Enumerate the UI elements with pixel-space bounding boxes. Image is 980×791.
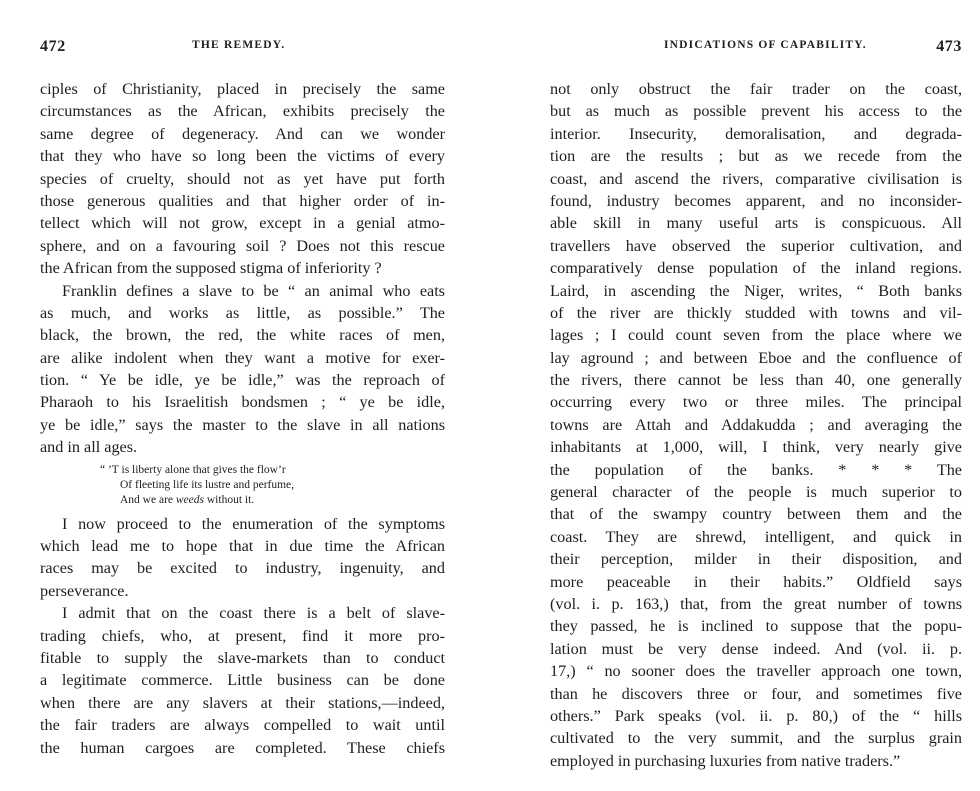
text-line: but as much as possible prevent his access to the [550, 102, 962, 121]
right-page-header [550, 38, 962, 58]
text-line: comparatively dense population of the inland regions. [550, 259, 962, 278]
text-line: ciples of Christianity, placed in precisely the same [40, 80, 445, 98]
text-line: I admit that on the coast there is a belt of slave- [62, 604, 445, 623]
text-line: ye be idle,” says the master to the slave in all nations [40, 415, 445, 434]
verse-quote [40, 463, 445, 508]
page-number: 473 [936, 38, 962, 55]
text-line: tion. “ Ye be idle, ye be idle,” was the reproach of [40, 371, 445, 390]
text-line: that of the swampy country between them and the [550, 505, 962, 524]
paragraph [40, 513, 445, 603]
text-line: that they who have so long been the victims of every [40, 147, 445, 166]
text-line: (vol. i. p. 163,) that, from the great number of towns [550, 594, 962, 613]
text-line: Laird, in ascending the Niger, writes, “ Both banks [550, 281, 962, 300]
text-line: employed in purchasing luxuries from native traders.” [550, 751, 901, 770]
text-line: sphere, and on a favouring soil ? Does not this rescue [40, 236, 445, 255]
page-number: 472 [40, 38, 66, 55]
quote-text: And we are [120, 493, 176, 506]
text-line: Franklin defines a slave to be “ an animal who eats [62, 281, 445, 300]
paragraph [40, 280, 445, 459]
text-line: when there are any slavers at their stations,—indeed, [40, 693, 445, 712]
text-line: of the river are thickly studded with towns and vil- [550, 303, 962, 322]
quote-text: without it. [204, 493, 255, 506]
left-page [0, 0, 470, 791]
text-line: the African from the supposed stigma of inferiority ? [40, 259, 382, 278]
text-line: black, the brown, the red, the white races of men, [40, 326, 445, 345]
quote-emphasis: weeds [175, 493, 204, 506]
text-line: lay aground ; and between Eboe and the confluence of [550, 348, 962, 367]
text-line: the rivers, there cannot be less than 40, one generally [550, 371, 962, 390]
paragraph [40, 78, 445, 280]
text-line: not only obstruct the fair trader on the coast, [550, 80, 962, 98]
text-line: perseverance. [40, 581, 129, 600]
text-line: a legitimate commerce. Little business can be done [40, 671, 445, 690]
text-line: travellers have observed the superior cultivation, and [550, 236, 962, 255]
text-line: races may be excited to industry, ingenuity, and [40, 559, 445, 578]
text-line: others.” Park speaks (vol. ii. p. 80,) of the “ hills [550, 706, 962, 725]
text-line: tellect which will not grow, except in a genial atmo- [40, 214, 445, 233]
text-line: 17,) “ no sooner does the traveller approach one town, [550, 662, 962, 681]
text-line: inhabitants at 1,000, will, I think, very nearly give [550, 438, 962, 457]
text-line: interior. Insecurity, demoralisation, and degrada- [550, 124, 962, 143]
left-page-body [40, 78, 445, 759]
left-page-header [40, 38, 445, 58]
quote-line: Of fleeting life its lustre and perfume, [120, 478, 295, 491]
text-line: cultivated to the very summit, and the surplus grain [550, 729, 962, 748]
paragraph [40, 602, 445, 759]
text-line: able skill in many useful arts is conspicuous. All [550, 214, 962, 233]
text-line: as much, and works as little, as possible.” The [40, 303, 445, 322]
quote-line [40, 493, 445, 508]
text-line: their perception, milder in their disposition, and [550, 550, 962, 569]
right-page [510, 0, 980, 791]
quote-line: “ ’T is liberty alone that gives the flow’r [100, 463, 286, 476]
text-line: same degree of degeneracy. And can we wonder [40, 124, 445, 143]
text-line: those generous qualities and that higher order of in- [40, 191, 445, 210]
text-line: found, industry becomes apparent, and no inconsider- [550, 191, 962, 210]
text-line: general character of the people is much superior to [550, 483, 962, 502]
text-line: lation must be very dense indeed. And (vol. ii. p. [550, 639, 962, 658]
text-line: lages ; I could count seven from the place where we [550, 326, 962, 345]
text-line: the human cargoes are completed. These chiefs [40, 738, 445, 757]
text-line: species of cruelty, should not as yet have put forth [40, 169, 445, 188]
text-line: coast, and ascend the rivers, comparative civilisation is [550, 169, 962, 188]
running-head: INDICATIONS OF CAPABILITY. [664, 39, 867, 51]
text-line: the population of the banks. * * * The [550, 460, 962, 479]
text-line: than he discovers three or four, and sometimes five [550, 684, 962, 703]
text-line: are alike indolent when they want a motive for exer- [40, 348, 445, 367]
right-page-body [550, 78, 962, 772]
text-line: fitable to supply the slave-markets than to conduct [40, 648, 445, 667]
text-line: occurring every two or three miles. The principal [550, 393, 962, 412]
text-line: coast. They are shrewd, intelligent, and quick in [550, 527, 962, 546]
text-line: trading chiefs, who, at present, find it more pro- [40, 626, 445, 645]
text-line: Pharaoh to his Israelitish bondsmen ; “ ye be idle, [40, 393, 445, 412]
text-line: towns are Attah and Addakudda ; and averaging the [550, 415, 962, 434]
text-line: the fair traders are always compelled to wait until [40, 716, 445, 735]
text-line: circumstances as the African, exhibits precisely the [40, 102, 445, 121]
text-line: more peaceable in their habits.” Oldfield says [550, 572, 962, 591]
text-line: tion are the results ; but as we recede from the [550, 147, 962, 166]
running-head: THE REMEDY. [192, 39, 286, 51]
text-line: which lead me to hope that in due time the African [40, 537, 445, 556]
text-line: they passed, he is inclined to suppose that the popu- [550, 617, 962, 636]
text-line: and in all ages. [40, 438, 138, 457]
text-line: I now proceed to the enumeration of the symptoms [62, 514, 445, 533]
